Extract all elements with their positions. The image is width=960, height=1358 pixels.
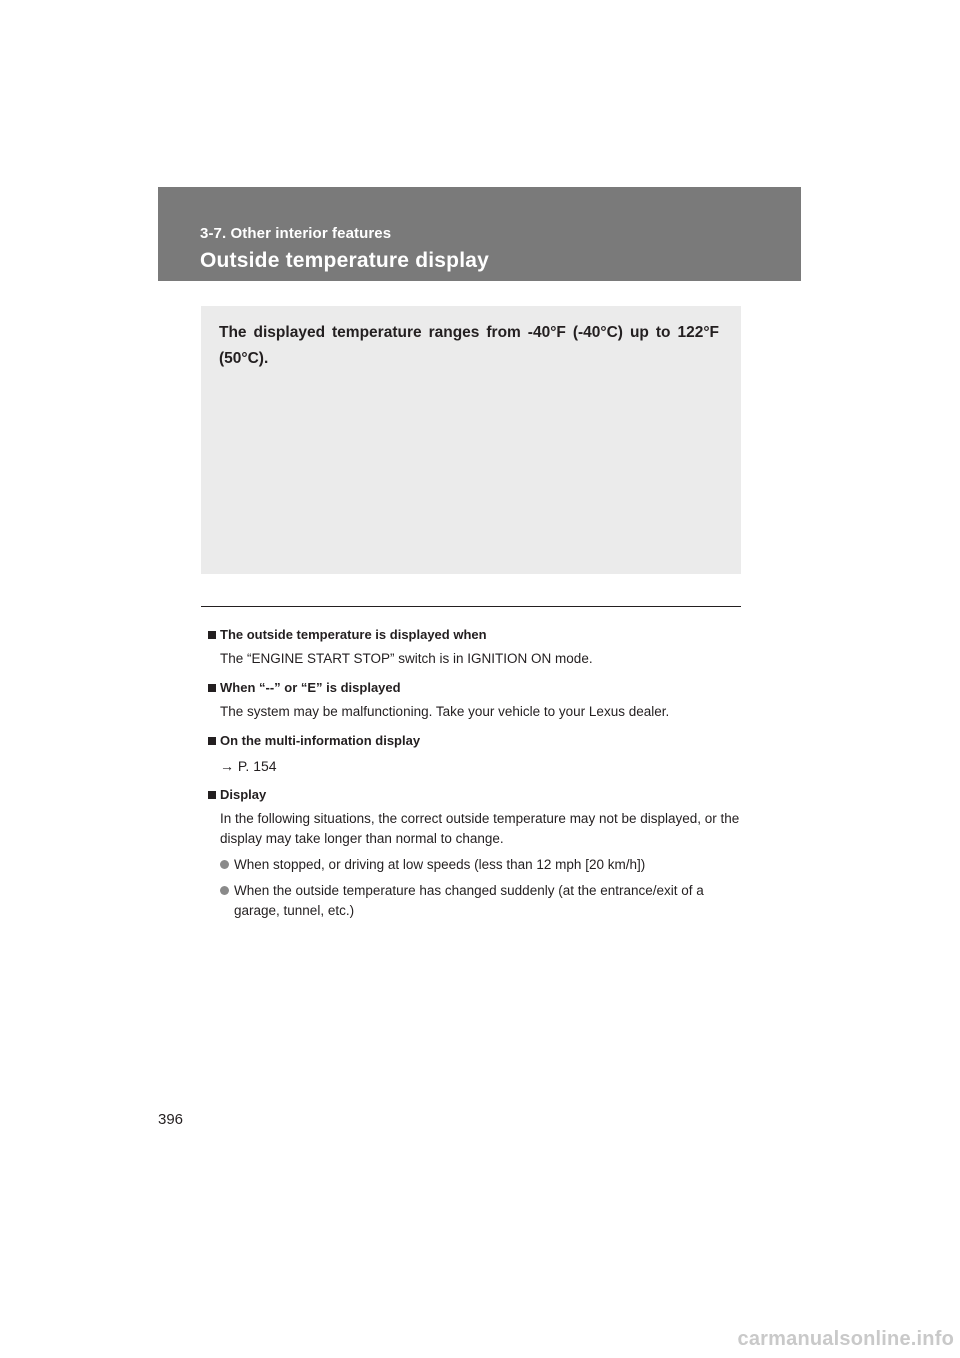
section-divider	[201, 606, 741, 607]
note-error-displayed	[208, 679, 743, 722]
page-number: 396	[158, 1111, 184, 1128]
intro-text: The displayed temperature ranges from -40°F (-40°C) up to 122°F (50°C).	[219, 324, 719, 367]
circle-bullet-icon	[220, 886, 229, 895]
list-item	[220, 881, 743, 921]
note-heading: The outside temperature is displayed when	[220, 627, 487, 642]
note-body: The system may be malfunctioning. Take your vehicle to your Lexus dealer.	[220, 704, 670, 719]
square-bullet-icon	[208, 737, 216, 745]
chapter-header	[158, 187, 801, 281]
notes-section	[208, 626, 743, 931]
note-body: In the following situations, the correct outside temperature may not be displayed, or the display may take longer than normal to change.	[220, 811, 740, 846]
square-bullet-icon	[208, 631, 216, 639]
note-heading: When “--” or “E” is displayed	[220, 680, 401, 695]
note-heading: Display	[220, 787, 267, 802]
note-displayed-when	[208, 626, 743, 669]
list-item-text: When the outside temperature has changed suddenly (at the entrance/exit of a garage, tunnel, etc.)	[234, 883, 704, 918]
square-bullet-icon	[208, 684, 216, 692]
note-heading: On the multi-information display	[220, 733, 421, 748]
section-label: 3-7. Other interior features	[200, 225, 392, 242]
list-item	[220, 855, 743, 875]
intro-box	[201, 306, 741, 574]
page-reference-link[interactable]: → P. 154	[220, 758, 277, 774]
circle-bullet-icon	[220, 860, 229, 869]
page-title: Outside temperature display	[200, 249, 489, 272]
note-body: The “ENGINE START STOP” switch is in IGNITION ON mode.	[220, 651, 593, 666]
watermark: carmanualsonline.info	[737, 1328, 954, 1350]
note-display	[208, 786, 743, 921]
list-item-text: When stopped, or driving at low speeds (less than 12 mph [20 km/h])	[234, 857, 646, 872]
note-multi-information-display	[208, 732, 743, 776]
square-bullet-icon	[208, 791, 216, 799]
